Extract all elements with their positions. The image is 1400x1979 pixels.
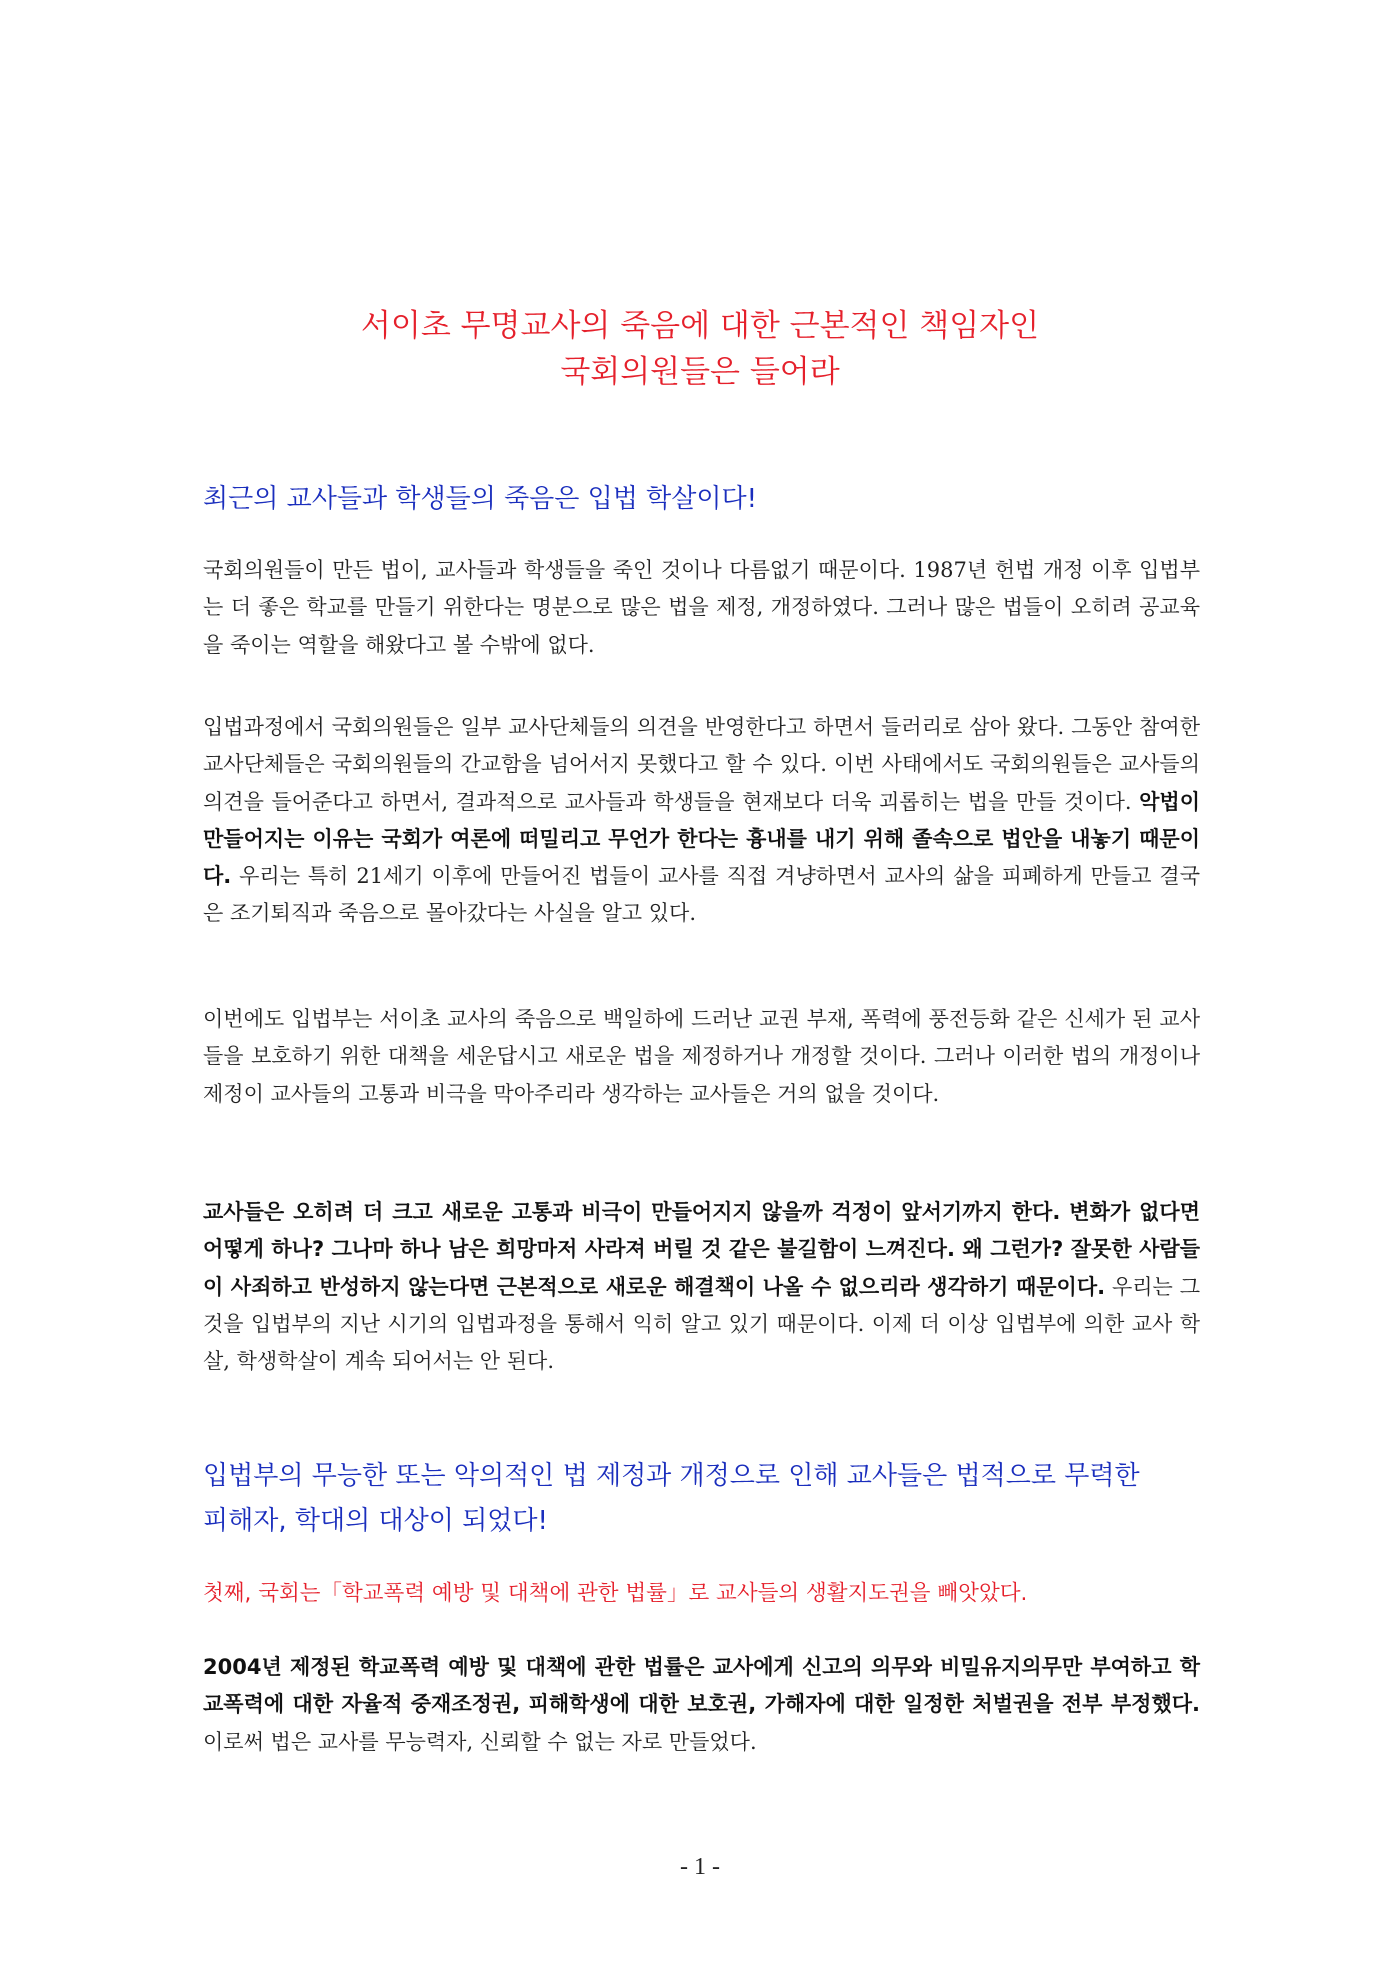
paragraph-4-bold-text: 교사들은 오히려 더 크고 새로운 고통과 비극이 만들어지지 않을까 걱정이 앞서기까지 한다. 변화가 없다면 어떻게 하나? 그나마 하나 남은 희망마저 사라져 버릴 것 같은 불길함이 느껴진다. 왜 그런가? 잘못한 사람들이 사죄하고 반성하지 않는다면 근본적으로 새로운 해결책이 나올 수 없으리라 생각하기 때문이다. [203,1200,1200,1299]
paragraph-1: 국회의원들이 만든 법이, 교사들과 학생들을 죽인 것이나 다름없기 때문이다. 1987년 헌법 개정 이후 입법부는 더 좋은 학교를 만들기 위한다는 명분으로 많은 법을 제정, 개정하였다. 그러나 많은 법들이 오히려 공교육을 죽이는 역할을 해왔다고 볼 수밖에 없다. [203,558,1200,657]
paragraph-5 [203,1649,1200,1761]
paragraph-5-bold-text: 2004년 제정된 학교폭력 예방 및 대책에 관한 법률은 교사에게 신고의 의무와 비밀유지의무만 부여하고 학교폭력에 대한 자율적 중재조정권, 피해학생에 대한 보호권, 가해자에 대한 일정한 처벌권을 전부 부정했다. [203,1655,1200,1717]
section-2-heading [203,1454,1203,1544]
section-2-heading-line-1: 입법부의 무능한 또는 악의적인 법 제정과 개정으로 인해 교사들은 법적으로 무력한 [203,1461,1140,1491]
document-title [200,303,1200,395]
paragraph-4-text: 우리는 그것을 입법부의 지난 시기의 입법과정을 통해서 익히 알고 있기 때문이다. 이제 더 이상 입법부에 의한 교사 학살, 학생학살이 계속 되어서는 안 된다. [203,1274,1200,1374]
paragraph-5-text: 이로써 법은 교사를 무능력자, 신뢰할 수 없는 자로 만들었다. [203,1729,757,1754]
title-line-2: 국회의원들은 들어라 [560,354,840,390]
subheading-first: 첫째, 국회는「학교폭력 예방 및 대책에 관한 법률」로 교사들의 생활지도권을 빼앗았다. [203,1581,1028,1606]
section-1-heading: 최근의 교사들과 학생들의 죽음은 입법 학살이다! [203,484,758,514]
title-line-1: 서이초 무명교사의 죽음에 대한 근본적인 책임자인 [360,308,1040,344]
paragraph-2-text-b: 우리는 특히 21세기 이후에 만들어진 법들이 교사를 직접 겨냥하면서 교사의 삶을 피폐하게 만들고 결국은 조기퇴직과 죽음으로 몰아갔다는 사실을 알고 있다. [203,864,1200,926]
paragraph-2-text-a: 입법과정에서 국회의원들은 일부 교사단체들의 의견을 반영한다고 하면서 들러리로 삼아 왔다. 그동안 참여한 교사단체들은 국회의원들의 간교함을 넘어서지 못했다고 할 수 있다. 이번 사태에서도 국회의원들은 교사들의 의견을 들어준다고 하면서, 결과적으로 교사들과 학생들을 현재보다 더욱 괴롭히는 법을 만들 것이다. [203,715,1200,814]
paragraph-2-bold-text: 악법이 만들어지는 이유는 국회가 여론에 떠밀리고 무언가 한다는 흉내를 내기 위해 졸속으로 법안을 내놓기 때문이다. [203,789,1200,889]
paragraph-2 [203,709,1200,933]
paragraph-4 [203,1194,1200,1380]
section-2-heading-line-2: 피해자, 학대의 대상이 되었다! [203,1506,548,1536]
paragraph-3: 이번에도 입법부는 서이초 교사의 죽음으로 백일하에 드러난 교권 부재, 폭력에 풍전등화 같은 신세가 된 교사들을 보호하기 위한 대책을 세운답시고 새로운 법을 제정하거나 개정할 것이다. 그러나 이러한 법의 개정이나 제정이 교사들의 고통과 비극을 막아주리라 생각하는 교사들은 거의 없을 것이다. [203,1007,1200,1106]
page-number: - 1 - [680,1854,720,1880]
